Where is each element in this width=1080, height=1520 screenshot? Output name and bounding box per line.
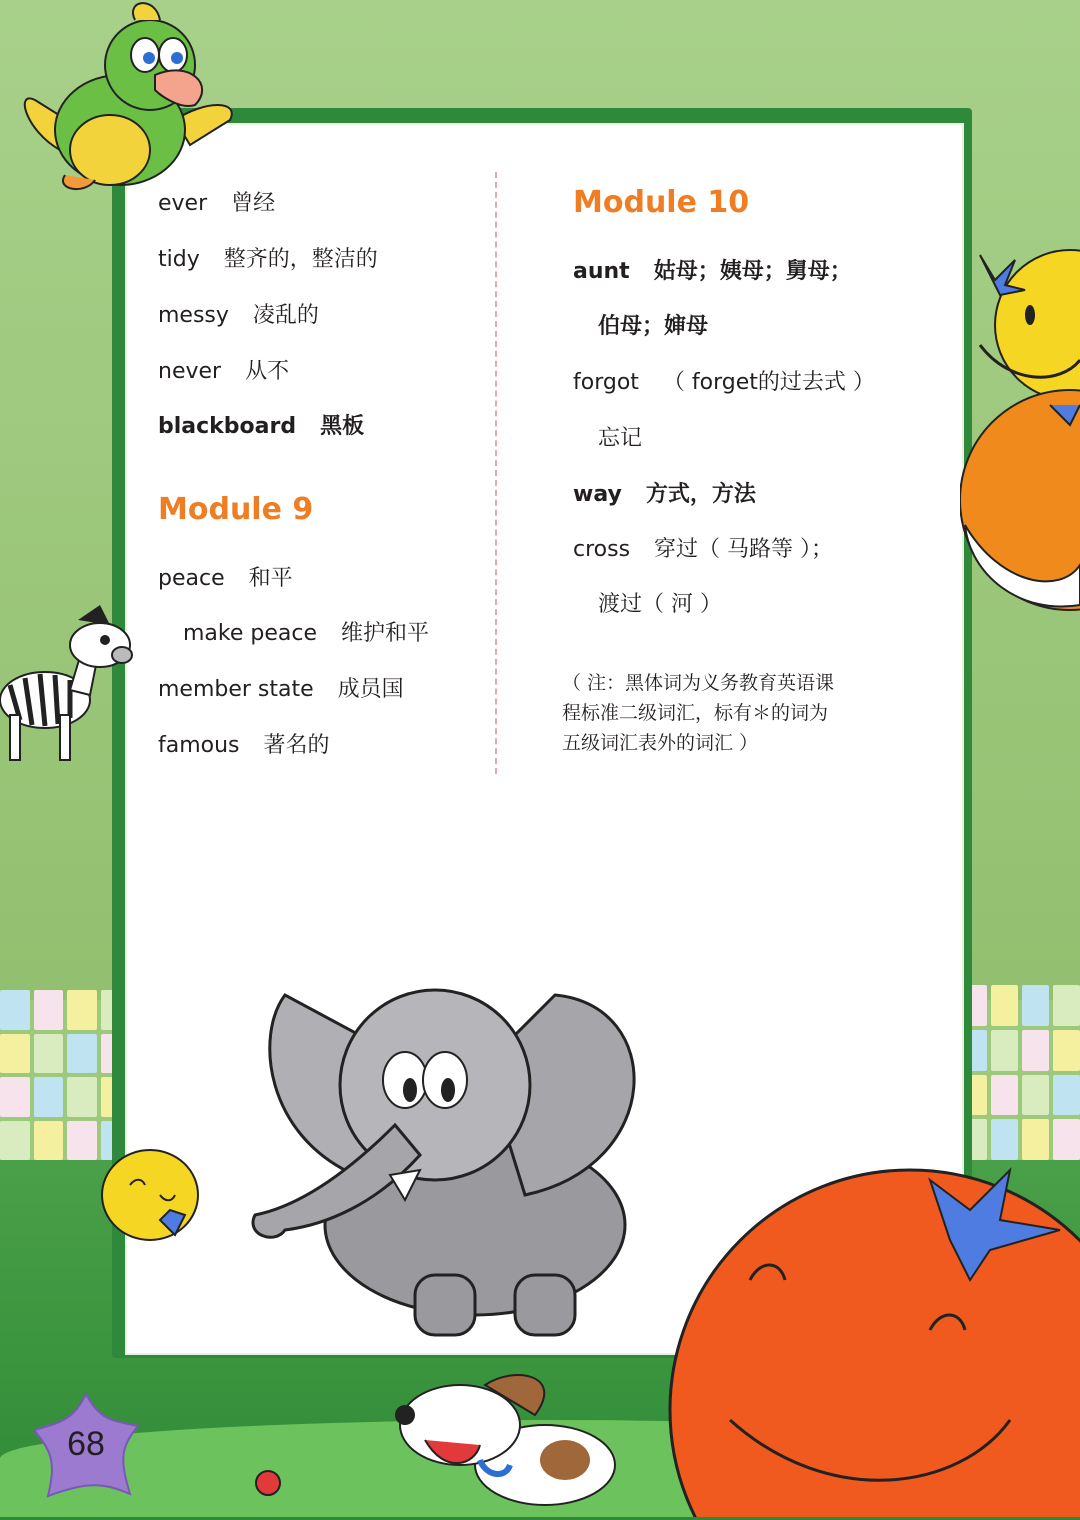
footnote-line: 程标准二级词汇，标有＊的词为 — [562, 702, 829, 724]
vocab-meaning: 和平 — [248, 566, 293, 591]
vocab-meaning-continued: 伯母；婶母 — [598, 314, 709, 339]
vocab-entry-bold — [158, 409, 364, 440]
vocab-entry — [573, 365, 875, 396]
page-number: 68 — [67, 1425, 105, 1463]
vocab-entry — [158, 298, 319, 329]
zebra-icon — [0, 600, 135, 770]
vocab-meaning: （ forget的过去式 ） — [662, 370, 875, 395]
vocab-meaning: 从不 — [245, 359, 290, 384]
vocab-meaning: 穿过（ 马路等 ）； — [654, 537, 834, 562]
orange-face-icon — [630, 1160, 1080, 1517]
module-9-heading: Module 9 — [158, 492, 314, 527]
vocab-meaning: 曾经 — [231, 191, 276, 216]
vocab-entry — [573, 532, 833, 563]
vocab-meaning: 凌乱的 — [252, 303, 319, 328]
checker-pattern-right — [960, 985, 1080, 1160]
vocab-entry-bold — [573, 477, 756, 508]
vocab-meaning: 成员国 — [337, 677, 404, 702]
footnote-line: （ 注：黑体词为义务教育英语课 — [562, 672, 835, 694]
elephant-icon — [245, 975, 665, 1345]
vocab-word: tidy — [158, 247, 200, 272]
vocab-word: way — [573, 482, 622, 507]
footnote — [562, 668, 882, 758]
vocab-phrase-entry — [183, 616, 429, 647]
module-10-heading: Module 10 — [573, 185, 750, 220]
vocab-word: messy — [158, 303, 229, 328]
dog-icon — [385, 1365, 625, 1515]
vocab-meaning: 整齐的，整洁的 — [223, 247, 378, 272]
vocab-entry — [158, 354, 289, 385]
vocab-meaning: 方式，方法 — [645, 482, 756, 507]
chick-icon — [100, 1140, 210, 1245]
vocab-meaning: 著名的 — [263, 733, 330, 758]
vocab-entry — [158, 561, 293, 592]
vocab-word: famous — [158, 733, 240, 758]
vocab-meaning-continued: 忘记 — [598, 426, 643, 451]
vocab-word: make peace — [183, 621, 318, 646]
vocab-meaning: 黑板 — [320, 414, 365, 439]
vocab-meaning: 姑母；姨母；舅母； — [653, 259, 852, 284]
vocab-word: blackboard — [158, 414, 297, 439]
footnote-line: 五级词汇表外的词汇 ） — [562, 732, 759, 754]
vocab-word: ever — [158, 191, 208, 216]
parrot-icon — [15, 0, 240, 200]
vocab-word: cross — [573, 537, 631, 562]
vocab-entry — [158, 242, 378, 273]
vocab-word: forgot — [573, 370, 639, 395]
vocab-entry-bold — [573, 254, 852, 285]
vocab-meaning-continued: 渡过（ 河 ） — [598, 592, 722, 617]
orange-face-icon — [960, 245, 1080, 615]
vocab-word: peace — [158, 566, 225, 591]
vocab-word: member state — [158, 677, 314, 702]
vocab-word: never — [158, 359, 222, 384]
vocab-entry — [158, 728, 330, 759]
ball-icon — [250, 1465, 290, 1505]
vocab-meaning: 维护和平 — [341, 621, 430, 646]
vocab-entry — [158, 672, 404, 703]
vocab-word: aunt — [573, 259, 630, 284]
checker-pattern-left — [0, 990, 130, 1160]
column-divider — [495, 172, 497, 774]
